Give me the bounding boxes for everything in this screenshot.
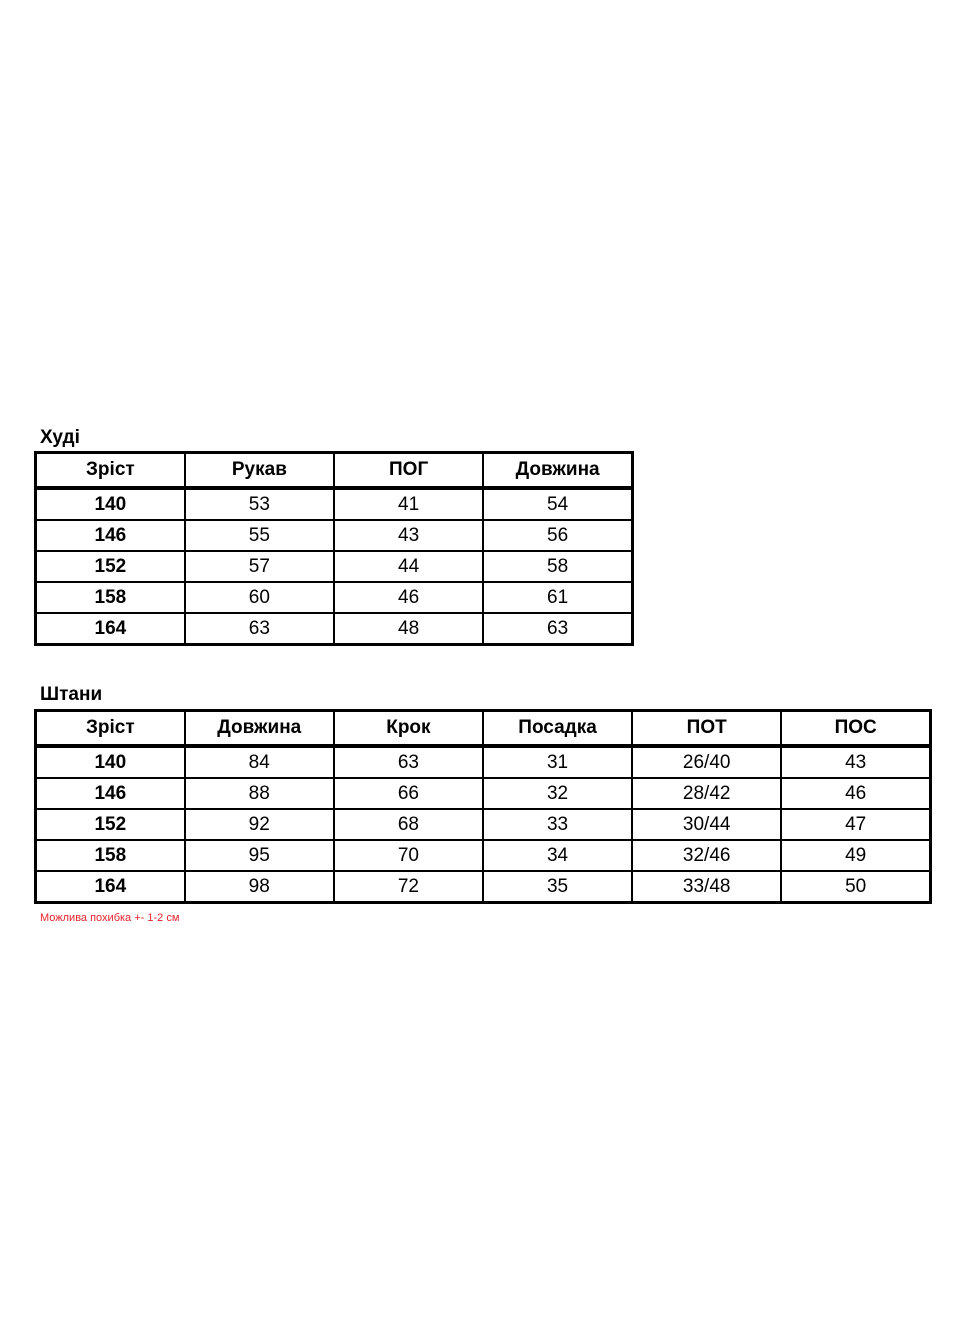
- length-cell: 95: [185, 840, 334, 871]
- header-waist-half: ПОТ: [632, 711, 781, 747]
- length-cell: 88: [185, 778, 334, 809]
- size-cell: 158: [36, 840, 185, 871]
- rise-cell: 31: [483, 746, 632, 778]
- chest-cell: 46: [334, 582, 483, 613]
- size-cell: 140: [36, 746, 185, 778]
- chest-cell: 44: [334, 551, 483, 582]
- header-rise: Посадка: [483, 711, 632, 747]
- waist-cell: 32/46: [632, 840, 781, 871]
- table-row: [36, 746, 931, 778]
- table-header-row: [36, 711, 931, 747]
- table-row: [36, 840, 931, 871]
- chest-cell: 48: [334, 613, 483, 645]
- table-row: [36, 520, 633, 551]
- measurement-tolerance-note: Можлива похибка +- 1-2 см: [40, 912, 180, 924]
- table-row: [36, 551, 633, 582]
- table-row: [36, 871, 931, 903]
- pants-table-title: Штани: [40, 684, 103, 705]
- size-cell: 152: [36, 809, 185, 840]
- size-cell: 164: [36, 871, 185, 903]
- inseam-cell: 66: [334, 778, 483, 809]
- header-height: Зріст: [36, 711, 185, 747]
- sleeve-cell: 53: [185, 488, 334, 520]
- length-cell: 54: [483, 488, 632, 520]
- inseam-cell: 72: [334, 871, 483, 903]
- pants-size-table: [34, 709, 932, 904]
- sleeve-cell: 60: [185, 582, 334, 613]
- rise-cell: 33: [483, 809, 632, 840]
- header-hip-half: ПОС: [781, 711, 930, 747]
- length-cell: 58: [483, 551, 632, 582]
- inseam-cell: 63: [334, 746, 483, 778]
- table-row: [36, 778, 931, 809]
- header-height: Зріст: [36, 453, 185, 489]
- header-sleeve: Рукав: [185, 453, 334, 489]
- inseam-cell: 68: [334, 809, 483, 840]
- hoodie-size-table: [34, 451, 634, 646]
- size-cell: 146: [36, 520, 185, 551]
- size-cell: 164: [36, 613, 185, 645]
- table-row: [36, 582, 633, 613]
- inseam-cell: 70: [334, 840, 483, 871]
- waist-cell: 26/40: [632, 746, 781, 778]
- sleeve-cell: 63: [185, 613, 334, 645]
- hip-cell: 49: [781, 840, 930, 871]
- length-cell: 84: [185, 746, 334, 778]
- table-header-row: [36, 453, 633, 489]
- rise-cell: 35: [483, 871, 632, 903]
- sleeve-cell: 57: [185, 551, 334, 582]
- length-cell: 56: [483, 520, 632, 551]
- length-cell: 63: [483, 613, 632, 645]
- size-cell: 158: [36, 582, 185, 613]
- chest-cell: 43: [334, 520, 483, 551]
- table-row: [36, 488, 633, 520]
- hip-cell: 50: [781, 871, 930, 903]
- size-cell: 152: [36, 551, 185, 582]
- header-length: Довжина: [483, 453, 632, 489]
- waist-cell: 28/42: [632, 778, 781, 809]
- length-cell: 92: [185, 809, 334, 840]
- length-cell: 61: [483, 582, 632, 613]
- size-cell: 146: [36, 778, 185, 809]
- header-length: Довжина: [185, 711, 334, 747]
- hip-cell: 47: [781, 809, 930, 840]
- hip-cell: 43: [781, 746, 930, 778]
- hip-cell: 46: [781, 778, 930, 809]
- chest-cell: 41: [334, 488, 483, 520]
- header-inseam: Крок: [334, 711, 483, 747]
- length-cell: 98: [185, 871, 334, 903]
- sleeve-cell: 55: [185, 520, 334, 551]
- header-chest-half: ПОГ: [334, 453, 483, 489]
- waist-cell: 30/44: [632, 809, 781, 840]
- waist-cell: 33/48: [632, 871, 781, 903]
- table-row: [36, 613, 633, 645]
- table-row: [36, 809, 931, 840]
- rise-cell: 32: [483, 778, 632, 809]
- hoodie-table-title: Худі: [40, 427, 80, 448]
- rise-cell: 34: [483, 840, 632, 871]
- size-cell: 140: [36, 488, 185, 520]
